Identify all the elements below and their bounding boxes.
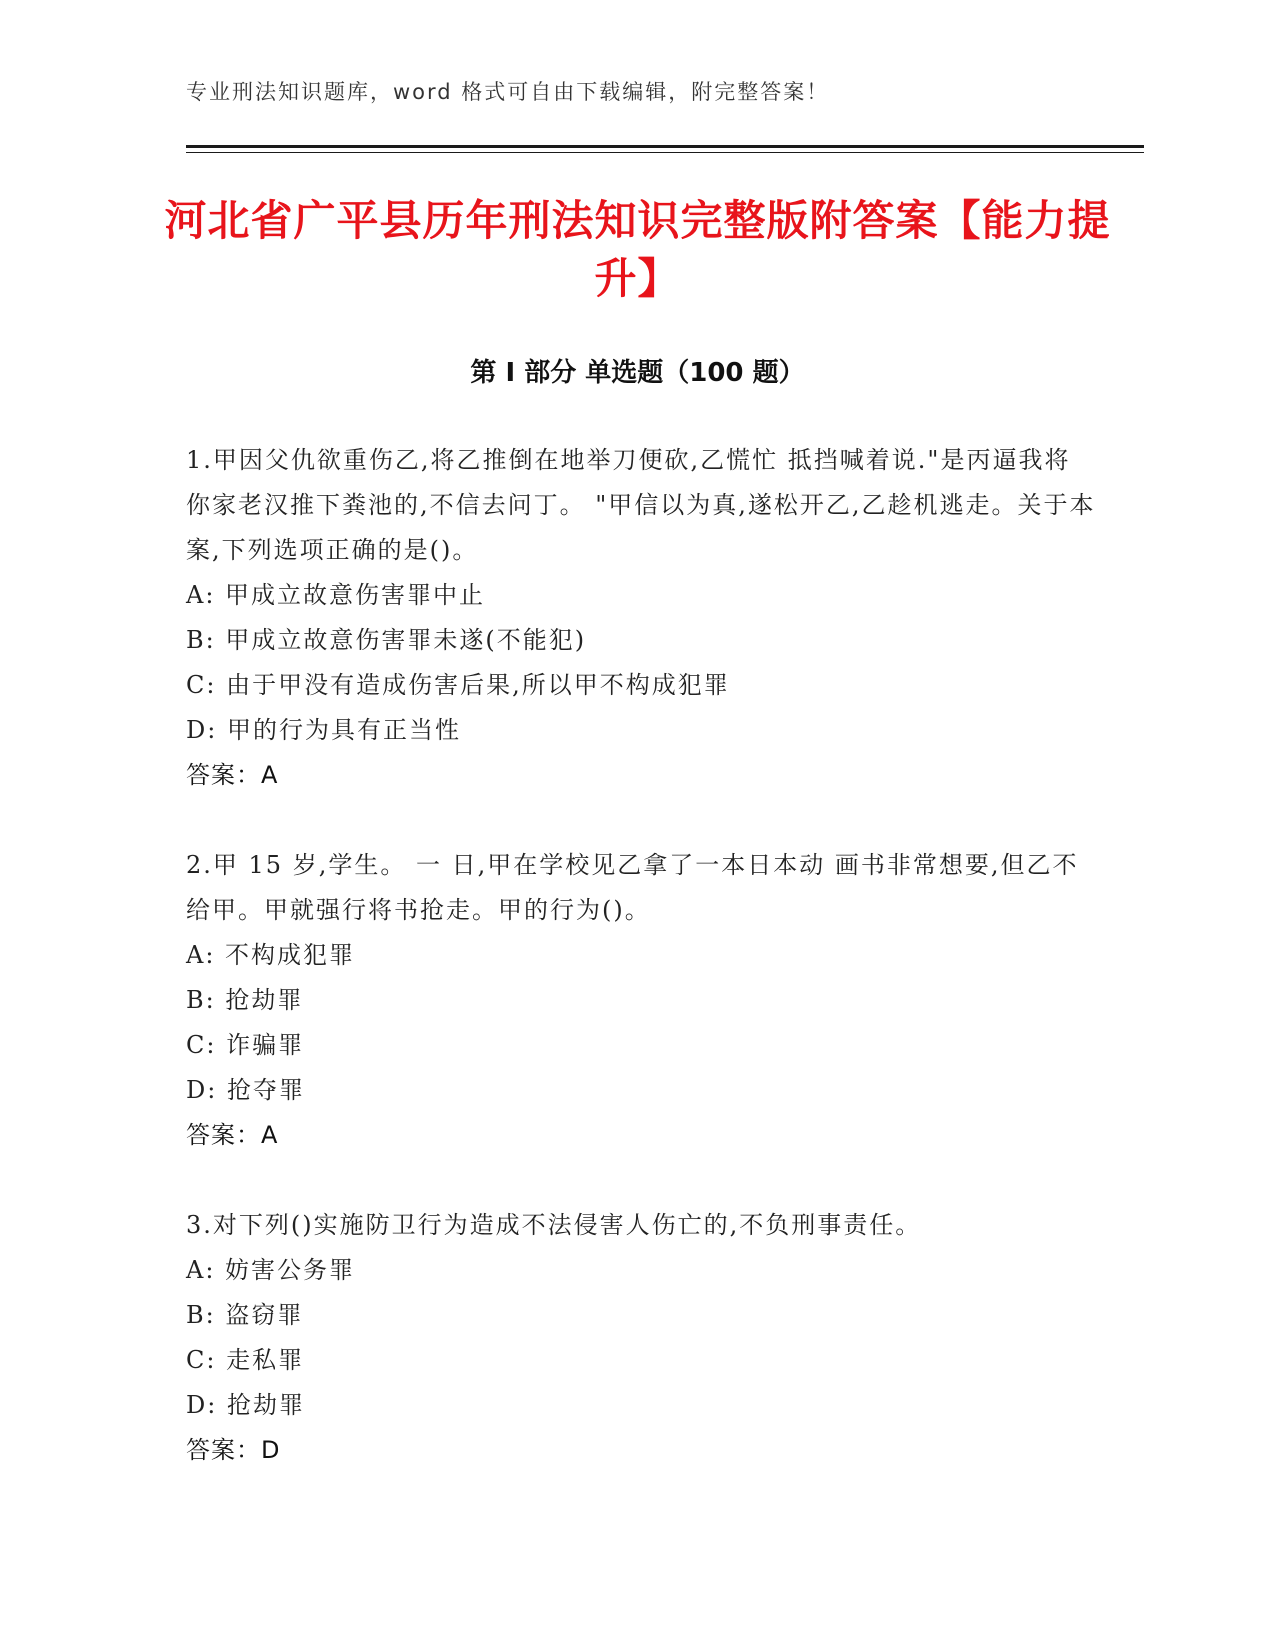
header-rule-thick: [186, 145, 1144, 148]
answer: 答案：A: [186, 1121, 279, 1149]
header-rule-thin: [186, 152, 1144, 153]
question-stem: 1.甲因父仇欲重伤乙,将乙推倒在地举刀便砍,乙慌忙 抵挡喊着说."是丙逼我将你家老汉推下粪池的,不信去问丁。 "甲信以为真,遂松开乙,乙趁机逃走。关于本案,下列选项正确的是()。: [186, 446, 1096, 564]
option-c: C: 诈骗罪: [186, 1031, 305, 1059]
option-a: A: 妨害公务罪: [186, 1256, 356, 1284]
document-title: 河北省广平县历年刑法知识完整版附答案【能力提升】: [164, 196, 1111, 303]
option-d: D: 甲的行为具有正当性: [186, 716, 461, 744]
option-d: D: 抢夺罪: [186, 1076, 305, 1104]
option-c: C: 走私罪: [186, 1346, 305, 1374]
question-list: [186, 438, 1096, 1518]
option-c: C: 由于甲没有造成伤害后果,所以甲不构成犯罪: [186, 671, 730, 699]
option-a: A: 甲成立故意伤害罪中止: [186, 581, 486, 609]
option-a: A: 不构成犯罪: [186, 941, 356, 969]
answer: 答案：A: [186, 761, 279, 789]
question-stem: 2.甲 15 岁,学生。 一 日,甲在学校见乙拿了一本日本动 画书非常想要,但乙不给甲。甲就强行将书抢走。甲的行为()。: [186, 851, 1079, 924]
question-2: [186, 843, 1096, 1158]
answer: 答案：D: [186, 1436, 281, 1464]
question-3: [186, 1203, 1096, 1473]
question-1: [186, 438, 1096, 798]
option-b: B: 盗窃罪: [186, 1301, 304, 1329]
section-title: 第 I 部分 单选题（100 题）: [470, 358, 805, 388]
option-b: B: 甲成立故意伤害罪未遂(不能犯): [186, 626, 587, 654]
option-d: D: 抢劫罪: [186, 1391, 305, 1419]
question-stem: 3.对下列()实施防卫行为造成不法侵害人伤亡的,不负刑事责任。: [186, 1211, 922, 1239]
header-note: 专业刑法知识题库，word 格式可自由下载编辑，附完整答案！: [186, 80, 830, 104]
option-b: B: 抢劫罪: [186, 986, 304, 1014]
